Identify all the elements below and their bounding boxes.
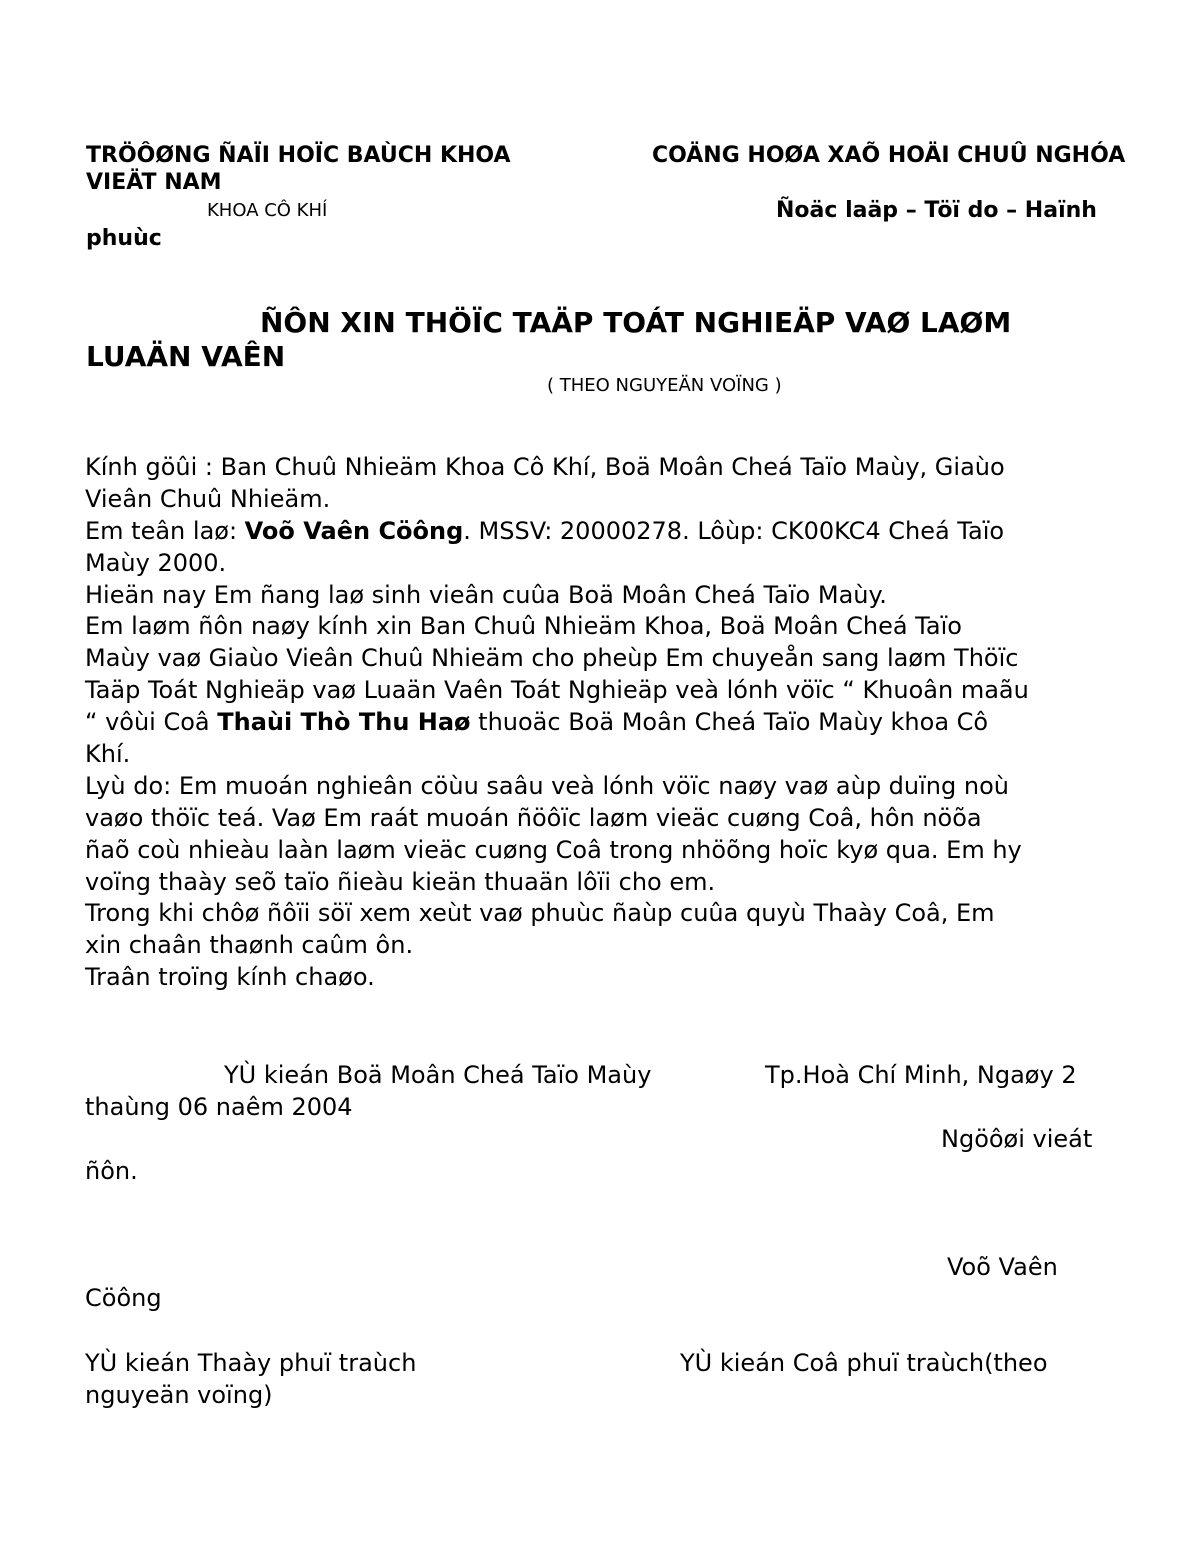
body-line: xin chaân thaønh caûm ôn.	[85, 931, 414, 960]
lecturer-opinion-label: YÙ kieán Coâ phuï traùch(theo	[680, 1349, 1048, 1377]
writer-name: Voõ Vaên	[947, 1253, 1058, 1281]
teacher-opinion-label: YÙ kieán Thaày phuï traùch	[85, 1349, 417, 1377]
letter-body	[85, 452, 1175, 994]
writer-label-cont: ñôn.	[85, 1157, 138, 1185]
body-line: Maùy vaø Giaùo Vieân Chuû Nhieäm cho pheùp Em chuyeån sang laøm Thöïc	[85, 644, 1019, 673]
country-name-cont: VIEÄT NAM	[86, 170, 222, 195]
body-line: Maùy 2000.	[85, 548, 227, 577]
lecturer-opinion-cont: nguyeän voïng)	[85, 1381, 273, 1409]
body-line: voïng thaày seõ taïo ñieàu kieän thuaän lôïi cho em.	[85, 867, 716, 896]
body-line: Khí.	[85, 740, 131, 769]
national-motto: Ñoäc laäp – Töï do – Haïnh	[776, 198, 1097, 223]
body-line: Traân troïng kính chaøo.	[85, 963, 375, 992]
place-date: Tp.Hoà Chí Minh, Ngaøy 2	[765, 1061, 1077, 1089]
document-title: ÑÔN XIN THÖÏC TAÄP TOÁT NGHIEÄP VAØ LAØM	[260, 306, 1012, 339]
document-title-cont: LUAÄN VAÊN	[86, 340, 286, 373]
writer-name-cont: Cöông	[85, 1284, 162, 1312]
date-cont: thaùng 06 naêm 2004	[85, 1093, 353, 1121]
body-line: Taäp Toát Nghieäp vaø Luaän Vaên Toát Nghieäp veà lónh vöïc “ Khuoân maãu	[85, 676, 1029, 705]
dept-opinion-label: YÙ kieán Boä Moân Cheá Taïo Maùy	[224, 1061, 652, 1089]
writer-label: Ngöôøi vieát	[941, 1125, 1093, 1153]
body-line: Hieän nay Em ñang laø sinh vieân cuûa Boä Moân Cheá Taïo Maùy.	[85, 580, 887, 609]
body-text: Em teân laø:	[85, 516, 245, 545]
body-line: ñaõ coù nhieàu laàn laøm vieäc cuøng Coâ trong nhöõng hoïc kyø qua. Em hy	[85, 835, 1022, 864]
body-line: Vieân Chuû Nhieäm.	[85, 484, 331, 513]
body-line-student-info	[85, 516, 1175, 548]
body-line: vaøo thöïc teá. Vaø Em raát muoán ñöôïc laøm vieäc cuøng Coâ, hôn nöõa	[85, 803, 982, 832]
body-line: Em laøm ñôn naøy kính xin Ban Chuû Nhieäm Khoa, Boä Moân Cheá Taïo	[85, 612, 962, 641]
body-text: thuoäc Boä Moân Cheá Taïo Maùy khoa Cô	[470, 708, 989, 737]
country-name: COÄNG HOØA XAÕ HOÄI CHUÛ NGHÓA	[652, 143, 1126, 168]
school-name: TRÖÔØNG ÑAÏI HOÏC BAÙCH KHOA	[86, 143, 511, 168]
body-text: “ vôùi Coâ	[85, 708, 218, 737]
body-text: . MSSV: 20000278. Lôùp: CK00KC4 Cheá Taïo	[463, 516, 1005, 545]
supervisor-name: Thaùi Thò Thu Haø	[217, 708, 471, 737]
student-name: Voõ Vaên Cöông	[244, 516, 464, 545]
body-line-supervisor	[85, 707, 1175, 739]
document-subtitle: ( THEO NGUYEÄN VOÏNG )	[547, 375, 782, 396]
national-motto-cont: phuùc	[86, 226, 162, 251]
body-line: Lyù do: Em muoán nghieân cöùu saâu veà lónh vöïc naøy vaø aùp duïng noù	[85, 771, 1009, 800]
faculty-name: KHOA CÔ KHÍ	[207, 200, 328, 221]
body-line: Kính göûi : Ban Chuû Nhieäm Khoa Cô Khí, Boä Moân Cheá Taïo Maùy, Giaùo	[85, 453, 1005, 481]
body-line: Trong khi chôø ñôïi söï xem xeùt vaø phuùc ñaùp cuûa quyù Thaày Coâ, Em	[85, 899, 995, 928]
